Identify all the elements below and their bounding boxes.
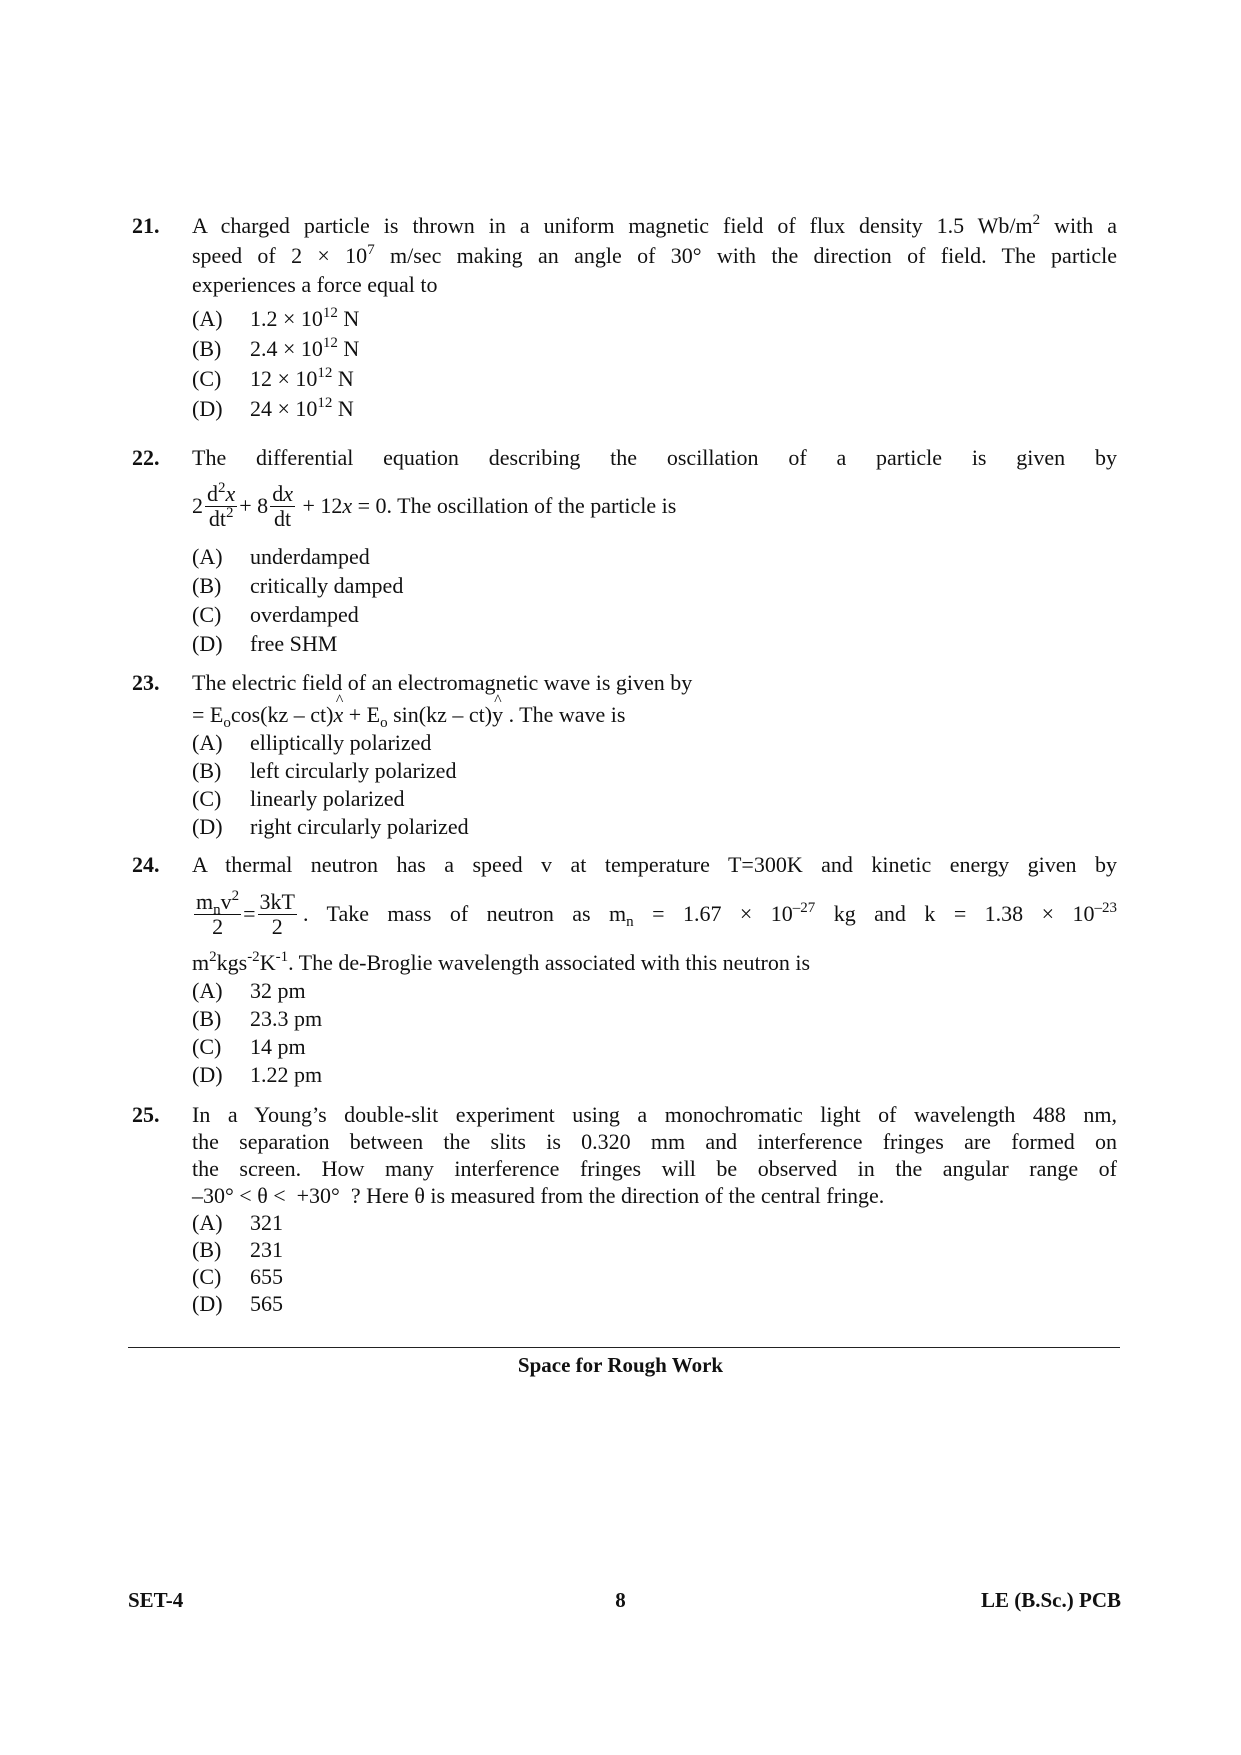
option-c: (C) $12 \times 10^{12}$ N bbox=[192, 365, 354, 391]
question-number: 22. bbox=[132, 445, 160, 470]
option-c: (C) overdamped bbox=[192, 602, 359, 627]
section-divider bbox=[128, 1347, 1120, 1348]
option-c: (C) 14 pm bbox=[192, 1034, 306, 1059]
rough-work-heading: Space for Rough Work bbox=[517, 1353, 724, 1377]
question-number: 23. bbox=[132, 670, 160, 695]
footer-exam-code: LE (B.Sc.) PCB bbox=[980, 1588, 1121, 1612]
first-derivative-fraction: $\frac{dx}{dt}$ bbox=[272, 480, 293, 531]
option-a: (A) $1.2 \times 10^{12}$ N bbox=[192, 305, 360, 331]
answer-options bbox=[192, 542, 1117, 658]
option-d: (D) 565 bbox=[192, 1291, 283, 1316]
option-c: (C) linearly polarized bbox=[192, 786, 405, 811]
option-d: (D) right circularly polarized bbox=[192, 814, 469, 839]
question-21 bbox=[132, 210, 1117, 424]
answer-options bbox=[192, 304, 1117, 424]
option-a: (A) 32 pm bbox=[192, 978, 306, 1003]
option-d: (D) free SHM bbox=[192, 631, 338, 656]
answer-options bbox=[192, 729, 1117, 841]
question-text-line: The differential equation describing the oscillation of a particle is given by bbox=[192, 445, 1117, 470]
question-text-line: The electric field of an electromagnetic wave is given by bbox=[192, 670, 693, 695]
question-text-line: –30° < θ < +30° ? Here θ is measured from the direction of the central fringe. bbox=[192, 1183, 885, 1208]
question-25 bbox=[132, 1101, 1117, 1317]
question-number: 24. bbox=[132, 852, 160, 877]
kinetic-energy-equation: $\frac{m_nv^2}{2}$ = $\frac{3kT}{2}$ . Take mass of neutron as $m_n = 1.67 \times 10^{-27}$ kg and $k = 1.38 \times 10^{-23}$ bbox=[196, 887, 1117, 939]
option-b: (B) 23.3 pm bbox=[192, 1006, 323, 1031]
question-text-line: A thermal neutron has a speed v at temperature T=300K and kinetic energy given by bbox=[192, 852, 1117, 877]
question-22 bbox=[132, 442, 1117, 658]
option-b: (B) 231 bbox=[192, 1237, 283, 1262]
option-c: (C) 655 bbox=[192, 1264, 283, 1289]
option-b: (B) left circularly polarized bbox=[192, 758, 457, 783]
question-text-line: the separation between the slits is 0.320 mm and interference fringes are formed on bbox=[192, 1129, 1117, 1154]
question-text-line: experiences a force equal to bbox=[192, 272, 438, 297]
footer-set-code: SET-4 bbox=[128, 1588, 184, 1612]
wave-equation: = $E_o\cos(kz$ – ct)^ $x + E_o$ sin(kz – ct)^ y . The wave is bbox=[192, 699, 1117, 731]
answer-options bbox=[192, 1209, 1117, 1317]
option-d: (D) 1.22 pm bbox=[192, 1062, 323, 1087]
question-23 bbox=[132, 667, 1117, 841]
second-derivative-fraction: $\frac{d^2x}{dt^2}$ bbox=[207, 479, 236, 531]
option-d: (D) $24 \times 10^{12}$ N bbox=[192, 395, 354, 421]
option-b: (B) critically damped bbox=[192, 573, 404, 598]
question-24 bbox=[132, 849, 1117, 1089]
option-a: (A) 321 bbox=[192, 1210, 283, 1235]
option-b: (B) $2.4 \times 10^{12}$ N bbox=[192, 335, 360, 361]
question-text-line: A charged particle is thrown in a uniform magnetic field of flux density 1.5 $Wb/m^2$ with a bbox=[192, 212, 1117, 238]
question-text-line: the screen. How many interference fringes will be observed in the angular range of bbox=[192, 1156, 1117, 1181]
option-a: (A) underdamped bbox=[192, 544, 370, 569]
question-text-line: In a Young’s double-slit experiment using a monochromatic light of wavelength 488 nm, bbox=[192, 1102, 1117, 1127]
question-text-line: speed of $2 \times 10^7$ m/sec making an angle of 30° with the direction of field. The particle bbox=[192, 242, 1118, 268]
question-number: 25. bbox=[132, 1102, 160, 1127]
question-text-line: $m^2kgs^{-2}K^{-1}$. The de-Broglie wavelength associated with this neutron is bbox=[192, 949, 811, 975]
footer-page-number: 8 bbox=[615, 1588, 626, 1612]
differential-equation: 2 $\frac{d^2x}{dt^2}$ + 8 $\frac{dx}{dt}$ + 12x = 0. The oscillation of the particle is bbox=[192, 479, 677, 531]
kinetic-energy-fraction: $\frac{m_nv^2}{2}$ bbox=[196, 887, 240, 939]
thermal-energy-fraction: $\frac{3kT}{2}$ bbox=[259, 888, 295, 939]
question-number: 21. bbox=[132, 213, 160, 238]
option-a: (A) elliptically polarized bbox=[192, 730, 432, 755]
answer-options bbox=[192, 977, 1117, 1089]
